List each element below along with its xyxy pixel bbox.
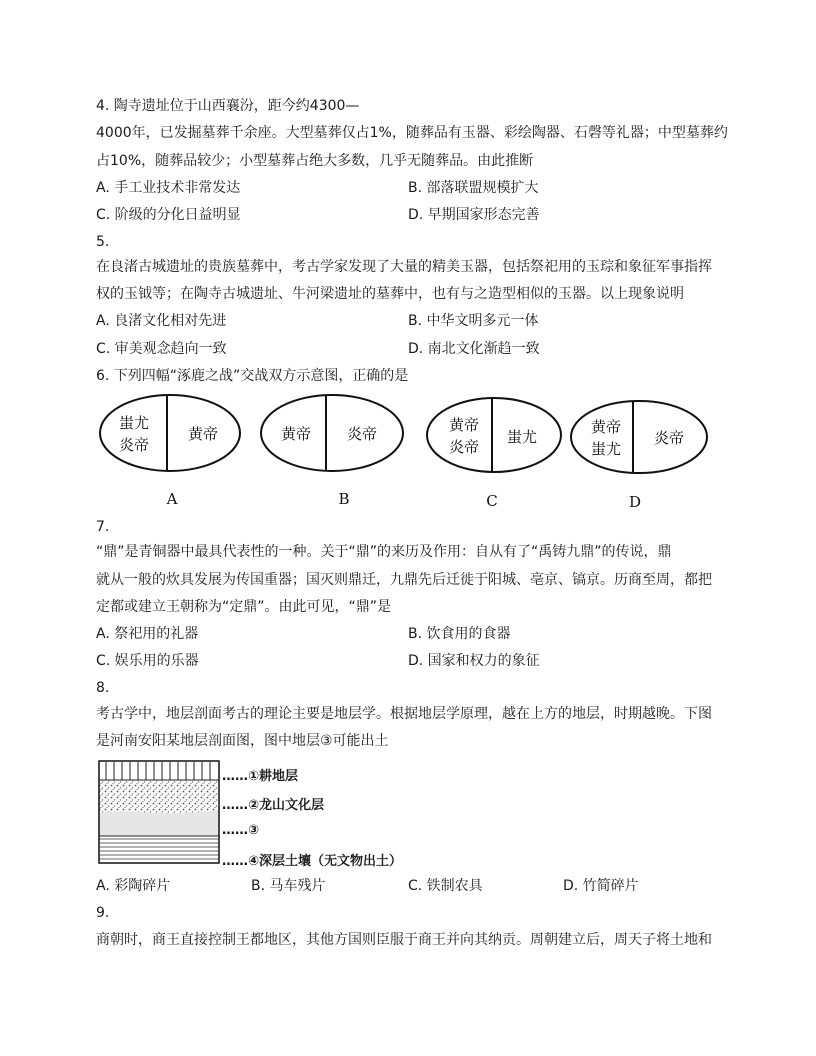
diagram-a-left-2: 炎帝 — [118, 436, 150, 454]
diagram-b-left-1: 黄帝 — [280, 425, 312, 443]
q5-line-2: 权的玉钺等；在陶寺古城遗址、牛河梁遗址的墓葬中，也有与之造型相似的玉器。以上现象说明 — [96, 286, 684, 302]
q5-option-a: A. 良渚文化相对先进 — [96, 313, 227, 329]
q8-number: 8. — [96, 680, 110, 696]
diagram-d-left-2: 蚩尤 — [590, 440, 622, 458]
q8-option-b: B. 马车残片 — [251, 878, 326, 894]
layer-2-longshan — [99, 780, 219, 814]
diagram-d-left-1: 黄帝 — [590, 418, 622, 436]
q4-option-b: B. 部落联盟规模扩大 — [408, 180, 539, 196]
diagram-c-left-1: 黄帝 — [448, 416, 480, 434]
q9-number: 9. — [96, 905, 110, 921]
q5-line-1: 在良渚古城遗址的贵族墓葬中，考古学家发现了大量的精美玉器，包括祭祀用的玉琮和象征军事指挥 — [96, 259, 712, 275]
diagram-c — [427, 398, 561, 510]
q7-line-3: 定都或建立王朝称为“定鼎”。由此可见，“鼎”是 — [96, 599, 392, 615]
q4-option-d: D. 早期国家形态完善 — [408, 207, 540, 223]
q5-option-d: D. 南北文化渐趋一致 — [408, 341, 540, 357]
q8-line-1: 考古学中，地层剖面考古的理论主要是地层学。根据地层学原理，越在上方的地层，时期越晚。下图 — [96, 706, 712, 722]
diagram-c-right-1: 蚩尤 — [506, 428, 538, 446]
stratigraphy-figure — [98, 760, 220, 864]
diagram-d — [571, 401, 707, 511]
diagram-a-left-1: 蚩尤 — [118, 414, 150, 432]
q8-line-2: 是河南安阳某地层剖面图，图中地层③可能出土 — [96, 733, 389, 749]
q7-option-a: A. 祭祀用的礼器 — [96, 626, 199, 642]
q7-option-d: D. 国家和权力的象征 — [408, 653, 540, 669]
diagram-d-caption: D — [628, 493, 642, 511]
diagram-c-caption: C — [486, 492, 498, 510]
q6-battle-diagrams — [90, 392, 730, 516]
layer-1-label: ……①耕地层 — [222, 769, 299, 784]
q4-line-3: 占10%，随葬品较少；小型墓葬占绝大多数，几乎无随葬品。由此推断 — [96, 153, 534, 169]
diagram-a — [100, 395, 240, 508]
q7-line-1: “鼎”是青铜器中最具代表性的一种。关于“鼎”的来历及作用：自从有了“禹铸九鼎”的传说，鼎 — [96, 544, 672, 560]
diagram-b-caption: B — [338, 490, 350, 508]
q7-option-c: C. 娱乐用的乐器 — [96, 653, 199, 669]
layer-2-label: ……②龙山文化层 — [222, 798, 325, 813]
q4-line-1: 4. 陶寺遗址位于山西襄汾，距今约4300— — [96, 98, 360, 114]
q4-option-c: C. 阶级的分化日益明显 — [96, 207, 241, 223]
q7-option-b: B. 饮食用的食器 — [408, 626, 511, 642]
q6-stem: 6. 下列四幅“涿鹿之战”交战双方示意图，正确的是 — [96, 368, 409, 384]
layer-1-plow — [99, 761, 219, 781]
q4-line-2: 4000年，已发掘墓葬千余座。大型墓葬仅占1%，随葬品有玉器、彩绘陶器、石磬等礼器；中型墓葬约 — [96, 125, 728, 141]
q8-option-a: A. 彩陶碎片 — [96, 878, 171, 894]
q5-option-b: B. 中华文明多元一体 — [408, 313, 539, 329]
layer-3-label: ……③ — [222, 823, 260, 838]
q8-option-c: C. 铁制农具 — [408, 878, 483, 894]
diagram-a-right-1: 黄帝 — [187, 425, 219, 443]
layer-4-label: ……④深层土壤（无文物出土） — [222, 854, 403, 869]
q7-number: 7. — [96, 519, 110, 535]
q7-line-2: 就从一般的炊具发展为传国重器；国灭则鼎迁，九鼎先后迁徙于阳城、亳京、镐京。历商至周，都把 — [96, 572, 712, 588]
diagram-c-left-2: 炎帝 — [448, 438, 480, 456]
q9-line-1: 商朝时，商王直接控制王都地区，其他方国则臣服于商王并向其纳贡。周朝建立后，周天子将土地和 — [96, 932, 712, 948]
diagram-a-caption: A — [166, 490, 178, 508]
diagram-b-right-1: 炎帝 — [346, 425, 378, 443]
q8-option-d: D. 竹简碎片 — [563, 878, 639, 894]
diagram-d-right-1: 炎帝 — [653, 429, 685, 447]
q4-option-a: A. 手工业技术非常发达 — [96, 180, 241, 196]
q5-option-c: C. 审美观念趋向一致 — [96, 341, 227, 357]
layer-3 — [99, 810, 219, 836]
diagram-b — [261, 395, 403, 508]
q5-number: 5. — [96, 234, 110, 250]
